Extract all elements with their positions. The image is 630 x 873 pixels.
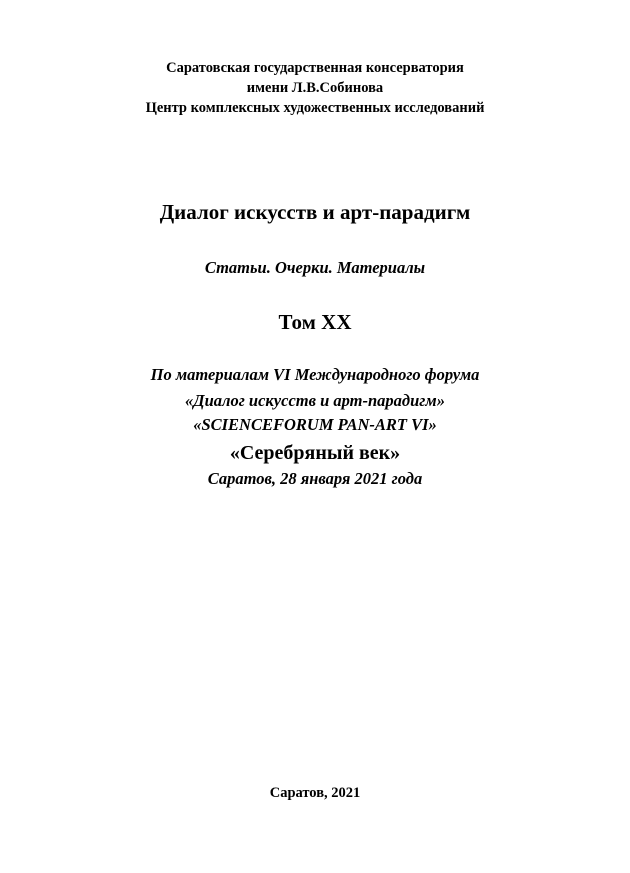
book-subtitle: Статьи. Очерки. Материалы: [204, 258, 426, 277]
book-title: Диалог искусств и арт-парадигм: [159, 200, 471, 224]
institution-name: Саратовская государственная консерватория: [166, 60, 464, 76]
forum-place-date: Саратов, 28 января 2021 года: [207, 469, 423, 488]
forum-latin-name: «SCIENCEFORUM PAN-ART VI»: [193, 415, 437, 434]
volume-number: Том XX: [278, 310, 352, 334]
publication-place-year: Саратов, 2021: [269, 785, 361, 801]
institution-honorific: имени Л.В.Собинова: [246, 80, 384, 96]
research-center-name: Центр комплексных художественных исследований: [145, 100, 485, 116]
forum-theme: «Серебряный век»: [229, 442, 401, 464]
forum-name: «Диалог искусств и арт-парадигм»: [185, 391, 445, 410]
forum-description: По материалам VI Международного форума: [150, 365, 480, 384]
